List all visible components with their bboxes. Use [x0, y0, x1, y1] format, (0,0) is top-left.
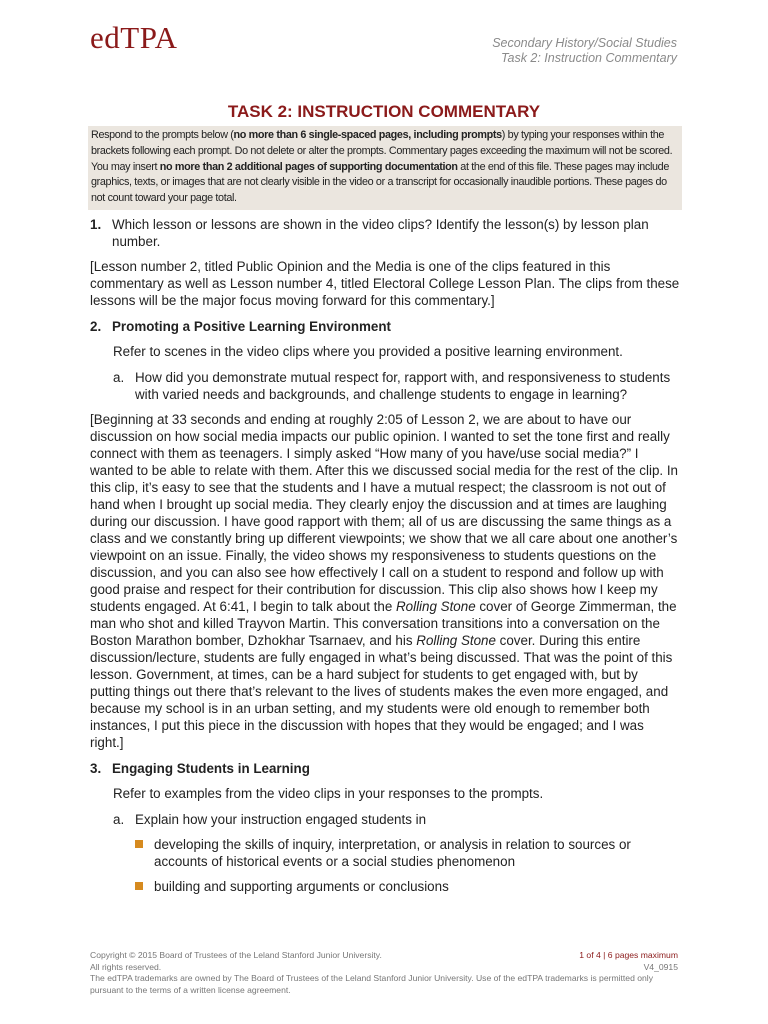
footer-rights: All rights reserved. [90, 961, 162, 972]
page-footer [90, 950, 678, 996]
response-text: cover of George Zimmerman, the man who shot and killed Trayvon Martin. This conversation transitions into a conversation on the Boston Marathon bomber, Dzhokhar Tsarnaev, and his [90, 599, 677, 648]
prompt-number: 1. [90, 217, 102, 232]
instructions-text: at the end of this file. These pages may include graphics, texts, or images that are not clearly visible in the video or a transcript for occasionally inaudible portions. These pages do not count toward your page total. [91, 160, 669, 205]
italic-title: Rolling Stone [416, 633, 496, 648]
footer-page-info [579, 950, 678, 973]
response-2a [90, 411, 680, 751]
response-text: cover. During this entire discussion/lecture, students are fully engaged in what’s being discussed. That was the point of this lesson. Government, at times, can be a hard subject for students to get engaged with, but by putting things out there that’s relevant to the lives of students makes the even more engaged, and because my school is in an urban setting, and my students were old enough to remember both instances, I put this piece in the discussion with hopes that they would be engaged; and I was right.] [90, 633, 673, 750]
response-text: [Beginning at 33 seconds and ending at roughly 2:05 of Lesson 2, we are about to have our discussion on how social media impacts our public opinion. I wanted to set the tone first and really connect with them as teenagers. I simply asked “How many of you have/use social media?” I wanted to be able to relate with them. After this we discussed social media for the rest of the clip. In this clip, it’s easy to see that the students and I have a mutual respect; the classroom is not out of hand when I brought up social media. They clearly enjoy the discussion and at times are laughing during our discussion. I have good rapport with them; all of us are discussing the same things as a class and we constantly bring up different viewpoints; we show that we all care about one another’s viewpoint on an issue. Finally, the video shows my responsiveness to students questions on the discussion, and you can also see how effectively I call on a student to respond and follow up with good praise and respect for their contribution for discussion. This clip also shows how I keep my students engaged. At 6:41, I begin to talk about the [90, 412, 679, 614]
header-task: Task 2: Instruction Commentary [501, 51, 677, 65]
bullet-item [90, 878, 680, 895]
section-heading: Promoting a Positive Learning Environment [112, 319, 392, 334]
commentary-body [90, 216, 680, 903]
square-bullet-icon [135, 882, 143, 890]
prompt-text: Which lesson or lessons are shown in the video clips? Identify the lesson(s) by lesson plan number. [112, 217, 649, 249]
prompt-number: 2. [90, 319, 102, 334]
bullet-text: building and supporting arguments or conclusions [154, 879, 449, 894]
prompt-2a [90, 369, 680, 403]
footer-trademark: The edTPA trademarks are owned by The Board of Trustees of the Leland Stanford Junior University. Use of the edTPA trademarks is permitted only pursuant to the terms of a written license agreement. [90, 973, 654, 995]
instructions-bold: no more than 2 additional pages of supporting documentation [159, 160, 458, 173]
section-heading: Engaging Students in Learning [112, 761, 310, 776]
prompt-3a [90, 811, 680, 828]
edtpa-logo: edTPA [90, 20, 178, 55]
bullet-text: developing the skills of inquiry, interpretation, or analysis in relation to sources or accounts of historical events or a social studies phenomenon [154, 837, 631, 869]
page-header [492, 36, 677, 66]
section-intro: Refer to scenes in the video clips where you provided a positive learning environment. [113, 344, 623, 359]
subprompt-letter: a. [113, 370, 125, 385]
italic-title: Rolling Stone [395, 599, 476, 614]
subprompt-text: Explain how your instruction engaged students in [135, 812, 427, 827]
instructions-bold: no more than 6 single-spaced pages, including prompts [233, 129, 502, 141]
footer-copyright: Copyright © 2015 Board of Trustees of the Leland Stanford Junior University. [90, 950, 382, 960]
square-bullet-icon [135, 840, 143, 848]
prompt-number: 3. [90, 761, 102, 776]
response-1: [Lesson number 2, titled Public Opinion and the Media is one of the clips featured in this commentary as well as Lesson number 4, titled Electoral College Lesson Plan. The clips from these lessons will be the major focus moving forward for this commentary.] [90, 259, 680, 308]
prompt-3-heading [90, 760, 680, 777]
header-subject: Secondary History/Social Studies [492, 36, 677, 50]
instructions-box [88, 126, 682, 210]
page-count: 1 of 4 | 6 pages maximum [579, 950, 678, 960]
prompt-1 [90, 216, 680, 250]
subprompt-letter: a. [113, 812, 125, 827]
bullet-item [90, 836, 680, 870]
prompt-2-heading [90, 318, 680, 335]
version-code: V4_0915 [643, 961, 678, 972]
subprompt-text: How did you demonstrate mutual respect for, rapport with, and responsiveness to students with varied needs and backgrounds, and challenge students to engage in learning? [135, 370, 671, 402]
instructions-text: Respond to the prompts below ( [91, 129, 234, 141]
instructions-text: ) by typing your responses within the brackets following each prompt. Do not delete or alter the prompts. Commentary pages exceeding the maximum will not be scored. You may insert [91, 129, 673, 173]
page-title: TASK 2: INSTRUCTION COMMENTARY [227, 102, 541, 121]
section-intro: Refer to examples from the video clips in your responses to the prompts. [113, 786, 544, 801]
